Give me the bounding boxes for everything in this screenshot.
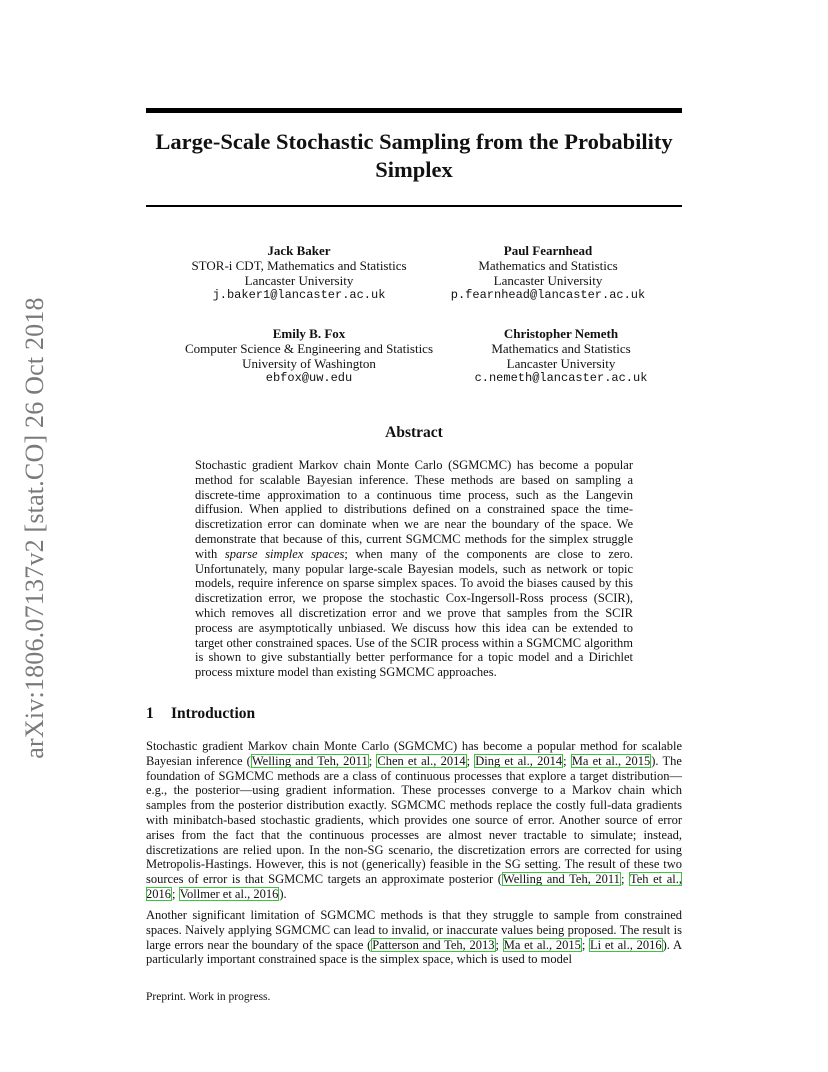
author-block — [430, 243, 666, 303]
author-email: j.baker1@lancaster.ac.uk — [212, 288, 386, 302]
separator: ; — [172, 886, 179, 901]
arxiv-id: arXiv:1806.07137v2 [stat.CO] 26 Oct 2018 — [20, 297, 49, 759]
separator: ; — [466, 753, 475, 768]
author-name: Jack Baker — [267, 243, 331, 258]
citation-link[interactable]: Ding et al., 2014 — [475, 753, 563, 768]
paragraph-text: ). A particularly important constrained space is the simplex space, which is used to model — [146, 937, 682, 967]
citation-link[interactable]: Chen et al., 2014 — [377, 753, 466, 768]
citation-link[interactable]: Patterson and Teh, 2013 — [372, 937, 495, 952]
title-bottom-rule — [146, 205, 682, 207]
citation-link[interactable]: Teh et al., 2016 — [146, 872, 683, 901]
intro-paragraph-2 — [146, 908, 682, 967]
author-block — [160, 326, 458, 386]
author-name: Christopher Nemeth — [503, 326, 619, 341]
citation-link[interactable]: Ma et al., 2015 — [503, 937, 581, 952]
paragraph-text: Stochastic gradient Markov chain Monte Carlo (SGMCMC) has become a popular method for scalable Bayesian inference ( — [146, 739, 682, 768]
abstract-text: Stochastic gradient Markov chain Monte Carlo (SGMCMC) has become a popular method for scalable Bayesian inference. These methods are based on sampling a discrete-time approximation to a continuous time process, such as the Langevin diffusion. When applied to distributions defined on a constrained space the time-discretization error can dominate when we are near the boundary of the space. We demonstrate that because of this, current SGMCMC methods for the simplex struggle with — [195, 458, 633, 561]
author-email: c.nemeth@lancaster.ac.uk — [474, 371, 648, 385]
citation-link[interactable]: Vollmer et al., 2016 — [179, 886, 279, 901]
paragraph-text: Another significant limitation of SGMCMC methods is that they struggle to sample from constrained spaces. Naively applying SGMCMC can lead to invalid, or inaccurate values being proposed. The result is large errors near the boundary of the space ( — [146, 908, 682, 952]
section-heading — [146, 705, 255, 723]
author-name: Emily B. Fox — [272, 326, 346, 341]
paragraph-text: ). The foundation of SGMCMC methods are a class of continuous processes that explore a target distribution—e.g., the posterior—using gradient information. These processes converge to a Markov chain which samples from the posterior distribution exactly. SGMCMC methods replace the costly full-data gradients with minibatch-based stochastic gradients, which provides one source of error. Another source of error arises from the fact that the continuous processes are almost never tractable to simulate; instead, discretizations are relied upon. In the non-SG scenario, the discretization errors are corrected for using Metropolis-Hastings. However, this is not (generically) feasible in the SG setting. The result of these two sources of error is that SGMCMC targets an approximate posterior ( — [146, 753, 682, 887]
paper-title: Large-Scale Stochastic Sampling from the Probability Simplex — [155, 129, 673, 182]
citation-link[interactable]: Welling and Teh, 2011 — [502, 872, 620, 887]
paragraph-text: ). — [279, 886, 287, 901]
citation-link[interactable]: Li et al., 2016 — [590, 937, 662, 952]
abstract-emphasis: sparse simplex spaces — [224, 546, 345, 561]
citation-link[interactable]: Welling and Teh, 2011 — [251, 753, 368, 768]
author-affiliation: Computer Science & Engineering and Statistics — [184, 341, 434, 356]
author-institution: Lancaster University — [506, 356, 616, 371]
intro-paragraph-1 — [146, 739, 682, 902]
author-affiliation: Mathematics and Statistics — [491, 341, 631, 356]
abstract-heading: Abstract — [385, 424, 443, 441]
author-institution: Lancaster University — [244, 273, 354, 288]
author-email: ebfox@uw.edu — [265, 371, 353, 385]
separator: ; — [620, 872, 629, 887]
separator: ; — [495, 937, 503, 952]
author-email: p.fearnhead@lancaster.ac.uk — [450, 288, 646, 302]
author-block — [168, 243, 430, 303]
author-name: Paul Fearnhead — [503, 243, 593, 258]
abstract-text: ; when many of the components are close to zero. Unfortunately, many popular large-scale Bayesian models, such as network or topic models, require inference on sparse simplex spaces. To avoid the biases caused by this discretization error, we propose the stochastic Cox-Ingersoll-Ross process (SCIR), which removes all discretization error and we prove that samples from the SCIR process are asymptotically unbiased. We discuss how this idea can be extended to target other constrained spaces. Use of the SCIR process within a SGMCMC algorithm is shown to give substantially better performance for a topic model and a Dirichlet process mixture model than existing SGMCMC approaches. — [195, 546, 633, 680]
author-affiliation: Mathematics and Statistics — [478, 258, 618, 273]
author-block — [458, 326, 664, 386]
author-institution: Lancaster University — [493, 273, 603, 288]
author-affiliation: STOR-i CDT, Mathematics and Statistics — [191, 258, 407, 273]
citation-link[interactable]: Ma et al., 2015 — [571, 753, 651, 768]
title-top-rule — [146, 108, 682, 113]
abstract-body — [195, 458, 633, 680]
section-title: Introduction — [171, 705, 256, 722]
separator: ; — [368, 753, 377, 768]
separator: ; — [581, 937, 590, 952]
footer-note: Preprint. Work in progress. — [146, 991, 271, 1003]
separator: ; — [563, 753, 571, 768]
author-institution: University of Washington — [242, 356, 376, 371]
section-number: 1 — [146, 705, 154, 722]
